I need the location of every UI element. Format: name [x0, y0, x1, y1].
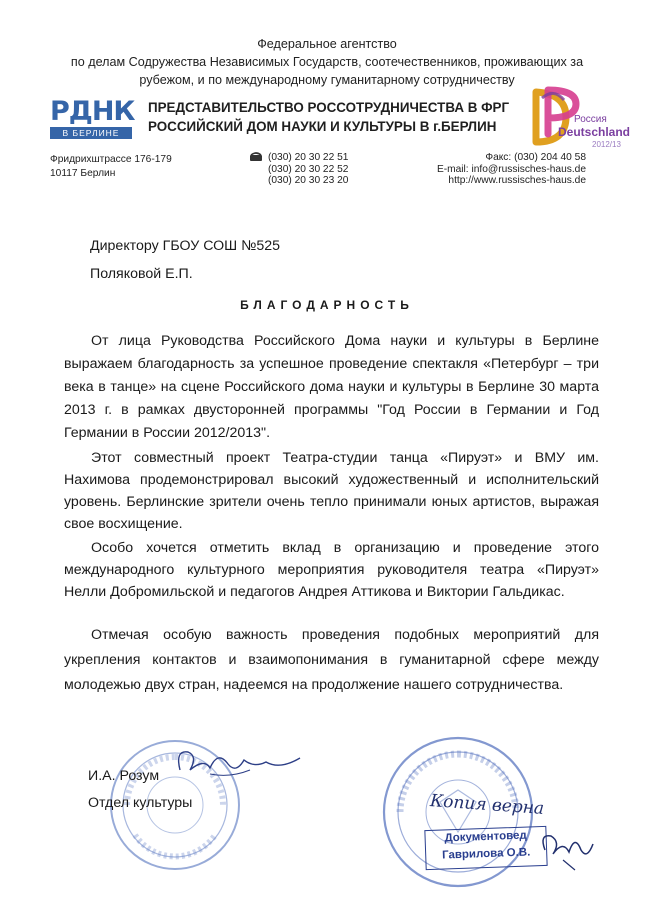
agency-line: рубежом, и по международному гуманитарному сотрудничеству — [139, 73, 515, 87]
year-logo-word-top: Россия — [574, 114, 607, 125]
phone-block — [250, 152, 348, 187]
organization-line: ПРЕДСТАВИТЕЛЬСТВО РОССОТРУДНИЧЕСТВА В ФРГ — [148, 100, 510, 115]
phone-number: (030) 20 30 22 52 — [268, 163, 349, 175]
rdnk-logo — [50, 96, 135, 138]
organization-line: РОССИЙСКИЙ ДОМ НАУКИ И КУЛЬТУРЫ В г.БЕРЛИН — [148, 119, 497, 134]
signature-right — [535, 820, 605, 875]
signatory — [88, 763, 192, 817]
phone-number: (030) 20 30 23 20 — [268, 175, 349, 186]
fax-number: Факс: (030) 204 40 58 — [485, 152, 586, 163]
rdnk-logo-caption: В БЕРЛИНЕ — [50, 127, 132, 139]
paragraph: Особо хочется отметить вклад в организацию и проведение этого международного культурного мероприятия руководителя театра «Пируэт» Нелли Добромильской и педагогов Андрея Аттикова и Виктории Гальдикас. — [64, 540, 599, 600]
agency-name — [40, 35, 614, 89]
email-address: E-mail: info@russisches-haus.de — [436, 163, 586, 175]
russia-germany-year-logo — [514, 84, 631, 150]
stamp-name: Гаврилова О.В. — [441, 846, 531, 862]
agency-line: Федеральное агентство — [257, 37, 397, 51]
signatory-name: И.А. Розум — [88, 768, 160, 784]
address-line: 10117 Берлин — [50, 168, 116, 179]
letter-title: БЛАГОДАРНОСТЬ — [240, 298, 414, 312]
addressee — [90, 232, 280, 288]
stamp-position: Документовед — [444, 829, 527, 845]
phone-icon — [250, 152, 262, 165]
fax-email-block — [437, 152, 586, 187]
paragraph: Отмечая особую важность проведения подобных мероприятий для укрепления контактов и взаимопонимания в гуманитарной сфере между молодежью двух стран, надеемся на продолжение нашего сотрудничества. — [64, 627, 599, 693]
paragraph: От лица Руководства Российского Дома науки и культуры в Берлине выражаем благодарность за успешное проведение спектакля «Петербург – три века в танце» на сцене Российского дома науки и культуры в Берлине 30 марта 2013 г. в рамках двусторонней программы "Год России в Германии и Год Германии в России 2012/2013". — [64, 333, 599, 441]
website-url: http://www.russisches-haus.de — [448, 175, 586, 186]
year-logo-word-bottom: Deutschland — [558, 125, 631, 139]
year-logo-graphic — [514, 84, 631, 150]
documentalist-stamp — [424, 826, 547, 870]
certified-copy-text: Копия верна — [429, 791, 545, 819]
letter-body — [64, 330, 599, 698]
agency-line: по делам Содружества Независимых Государств, соотечественников, проживающих за — [70, 55, 584, 69]
signatory-department: Отдел культуры — [88, 795, 193, 811]
addressee-line: Директору ГБОУ СОШ №525 — [90, 238, 280, 254]
address-line: Фридрихштрассе 176-179 — [50, 154, 172, 165]
rdnk-logo-letters: РДНК — [50, 96, 135, 127]
addressee-line: Поляковой Е.П. — [90, 266, 193, 282]
phone-number: (030) 20 30 22 51 — [268, 152, 349, 163]
year-logo-years: 2012/13 — [592, 140, 621, 149]
postal-address — [50, 154, 172, 180]
organization-name — [148, 98, 509, 136]
paragraph: Этот совместный проект Театра-студии танца «Пируэт» и ВМУ им. Нахимова продемонстрировал высокий художественный и исполнительский уровень. Берлинские зрители очень тепло принимали юных артистов, выражая свое восхищение. — [64, 450, 599, 532]
